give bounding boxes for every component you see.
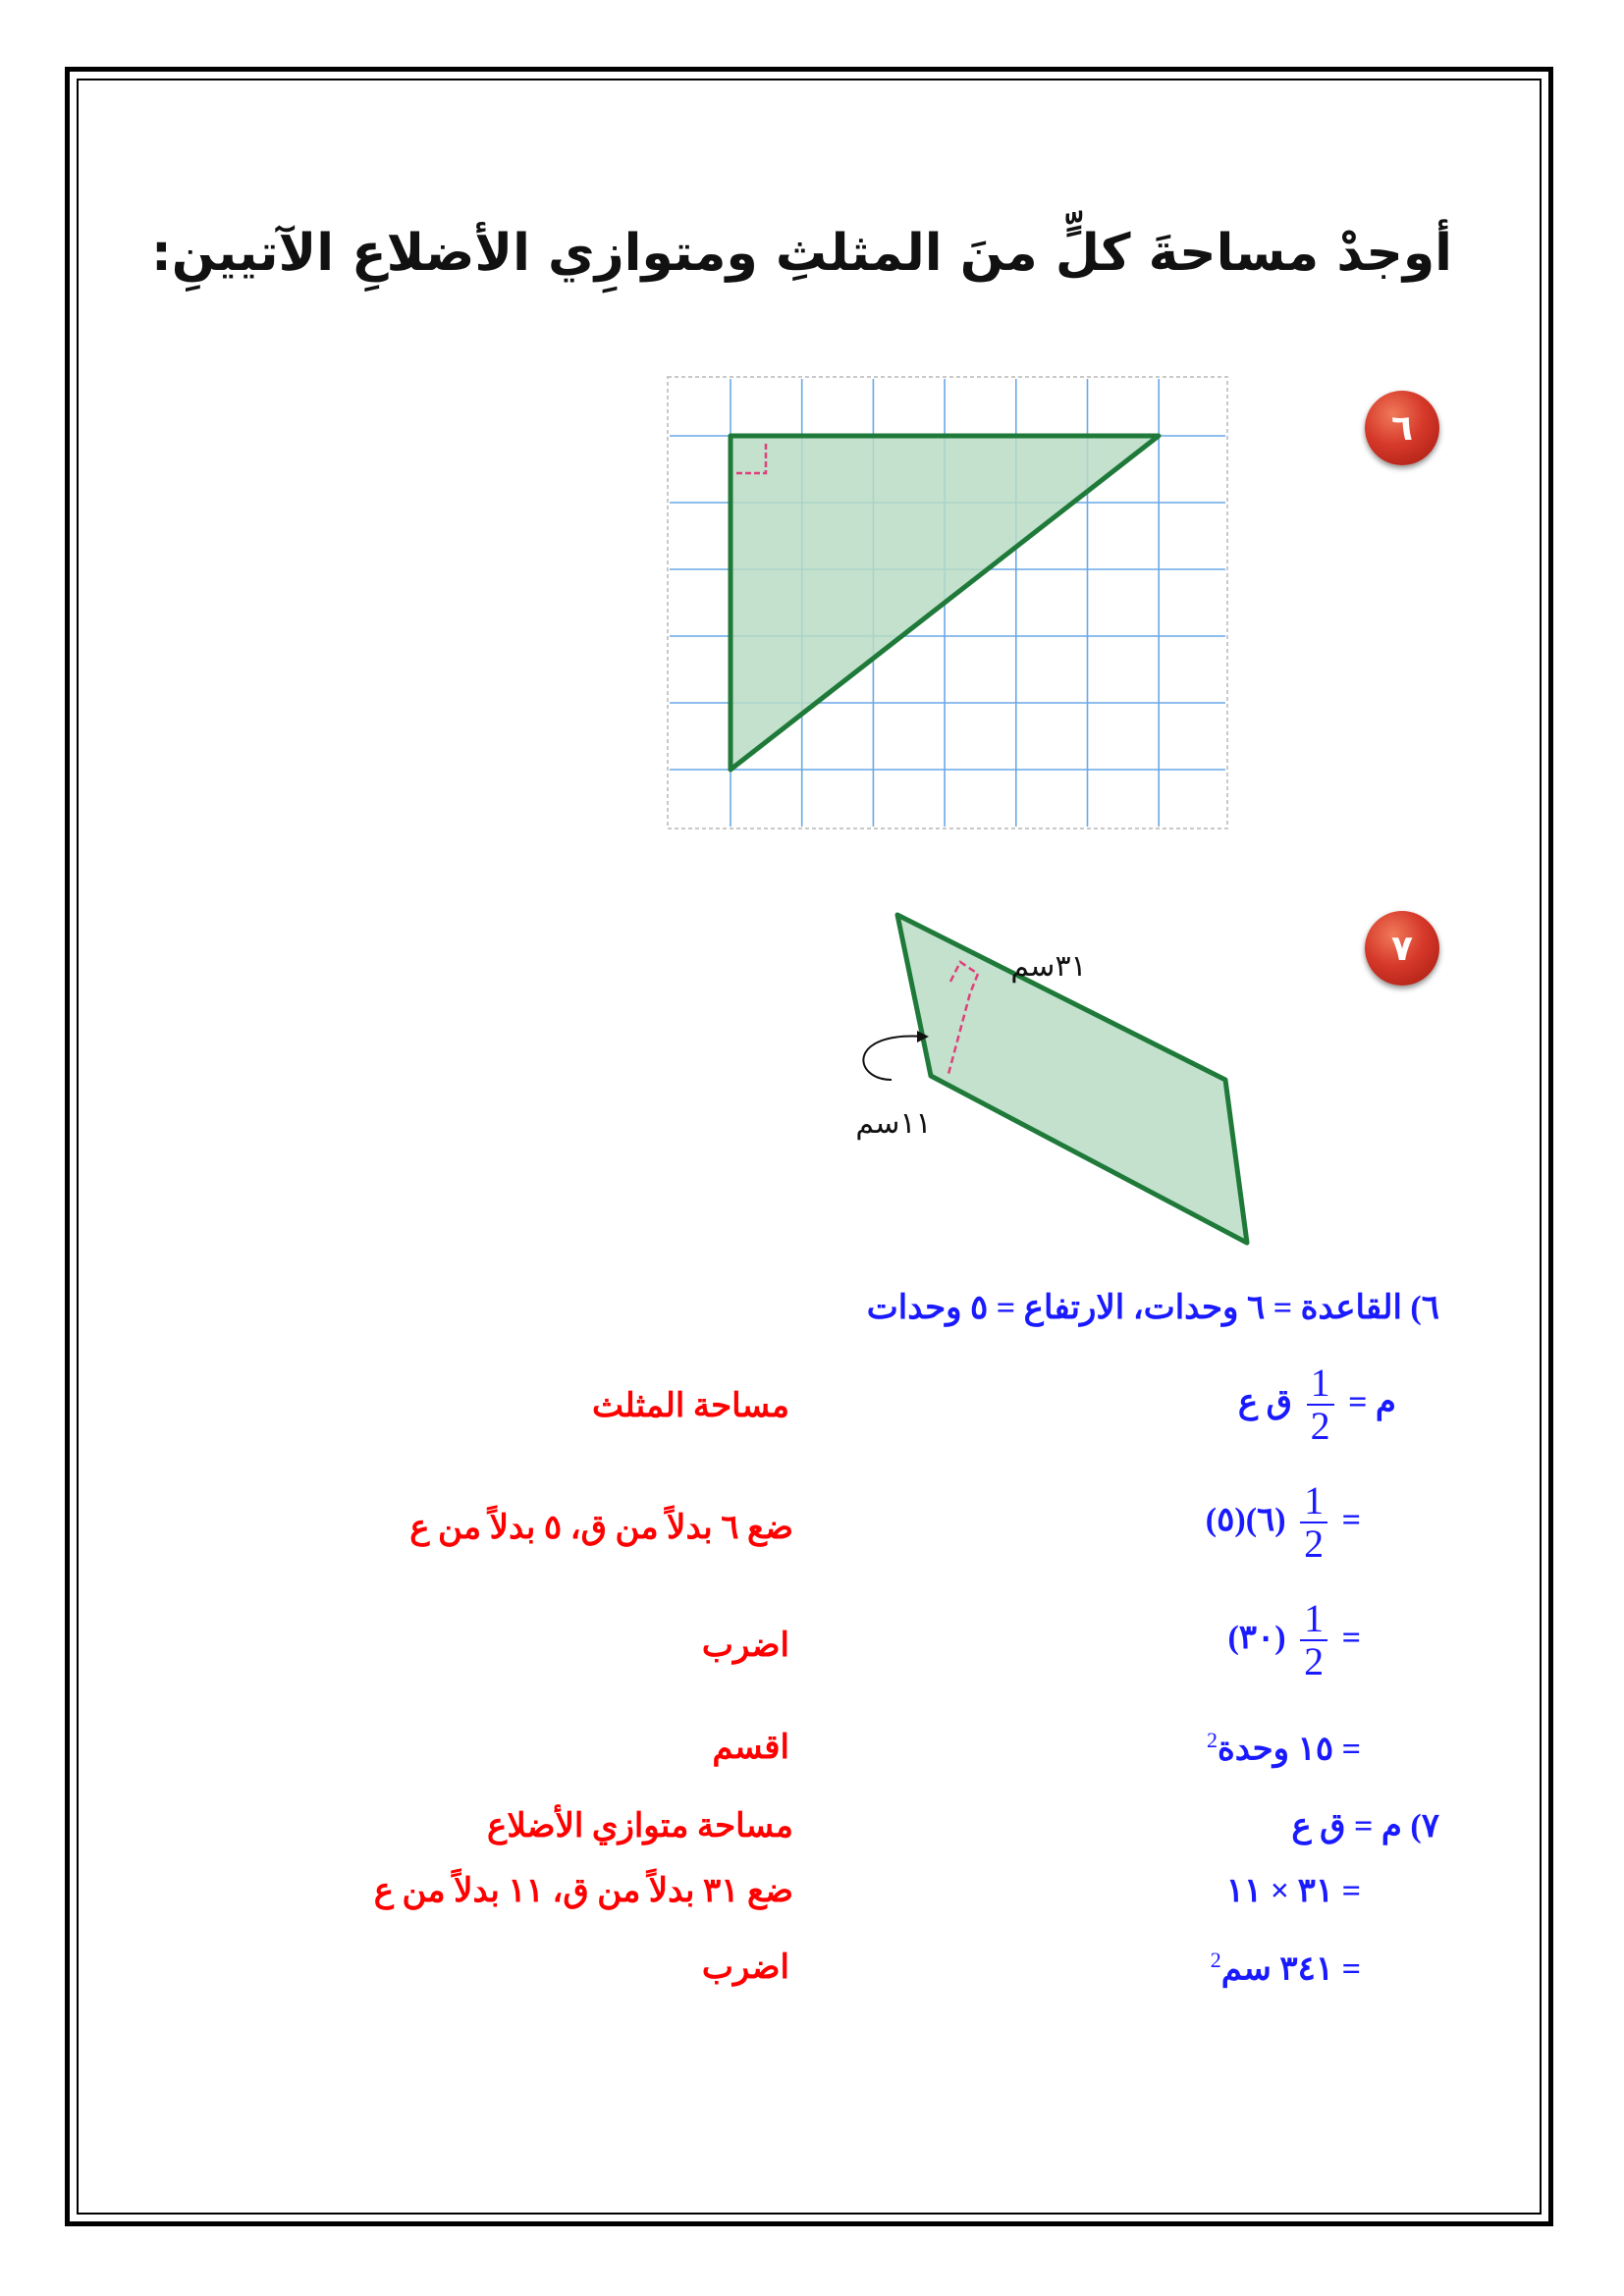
p6-formula-lhs: م =	[1348, 1383, 1396, 1420]
p6-formula-rhs: ق ع	[1237, 1383, 1293, 1420]
p6-given: ٦) القاعدة = ٦ وحدات، الارتفاع = ٥ وحدات	[866, 1290, 1439, 1326]
half-fraction: $\frac{1}{2}$	[1300, 1598, 1327, 1682]
p7-line-2: = ٣١ × ١١	[1225, 1873, 1361, 1909]
p7-line-3: = ٣٤١ سم$^2$	[1210, 1948, 1361, 1988]
p6-step-4: = ١٥ وحدة$^2$	[1206, 1728, 1361, 1768]
p6-formula	[1238, 1362, 1396, 1447]
height-label: ١١سم	[855, 1106, 932, 1141]
problem-6-number: ٦	[1391, 407, 1413, 449]
problem-6-badge	[1365, 391, 1439, 465]
p6-reason-1: مساحة المثلث	[591, 1388, 789, 1424]
height-arrow	[863, 1037, 925, 1080]
p6-reason-3: اضرب	[701, 1628, 789, 1664]
problem-7-number: ٧	[1391, 928, 1413, 969]
exercise-title: أوجدْ مساحةَ كلٍّ منَ المثلثِ ومتوازِي الأضلاعِ الآتيينِ:	[150, 224, 1452, 283]
p7-reason-3: اضرب	[701, 1949, 789, 1986]
p6-reason-4: اقسم	[712, 1730, 789, 1766]
problem-7-badge	[1365, 911, 1439, 986]
half-fraction: $\frac{1}{2}$	[1307, 1362, 1334, 1447]
p7-reason-2: ضع ٣١ بدلاً من ق، ١١ بدلاً من ع	[373, 1873, 793, 1909]
triangle-grid-figure	[656, 367, 1235, 838]
p7-reason-1: مساحة متوازي الأضلاع	[487, 1808, 793, 1844]
p6-step-2: = $\frac{1}{2}$ (٦)(٥)	[1205, 1478, 1361, 1566]
p6-step-3: = $\frac{1}{2}$ (٣٠)	[1227, 1596, 1361, 1683]
parallelogram-figure	[785, 883, 1257, 1247]
p7-line-1: ٧) م = ق ع	[1291, 1808, 1439, 1844]
p6-reason-2: ضع ٦ بدلاً من ق، ٥ بدلاً من ع	[409, 1510, 793, 1546]
side-label: ٣١سم	[1010, 949, 1087, 984]
half-fraction: $\frac{1}{2}$	[1300, 1480, 1327, 1565]
